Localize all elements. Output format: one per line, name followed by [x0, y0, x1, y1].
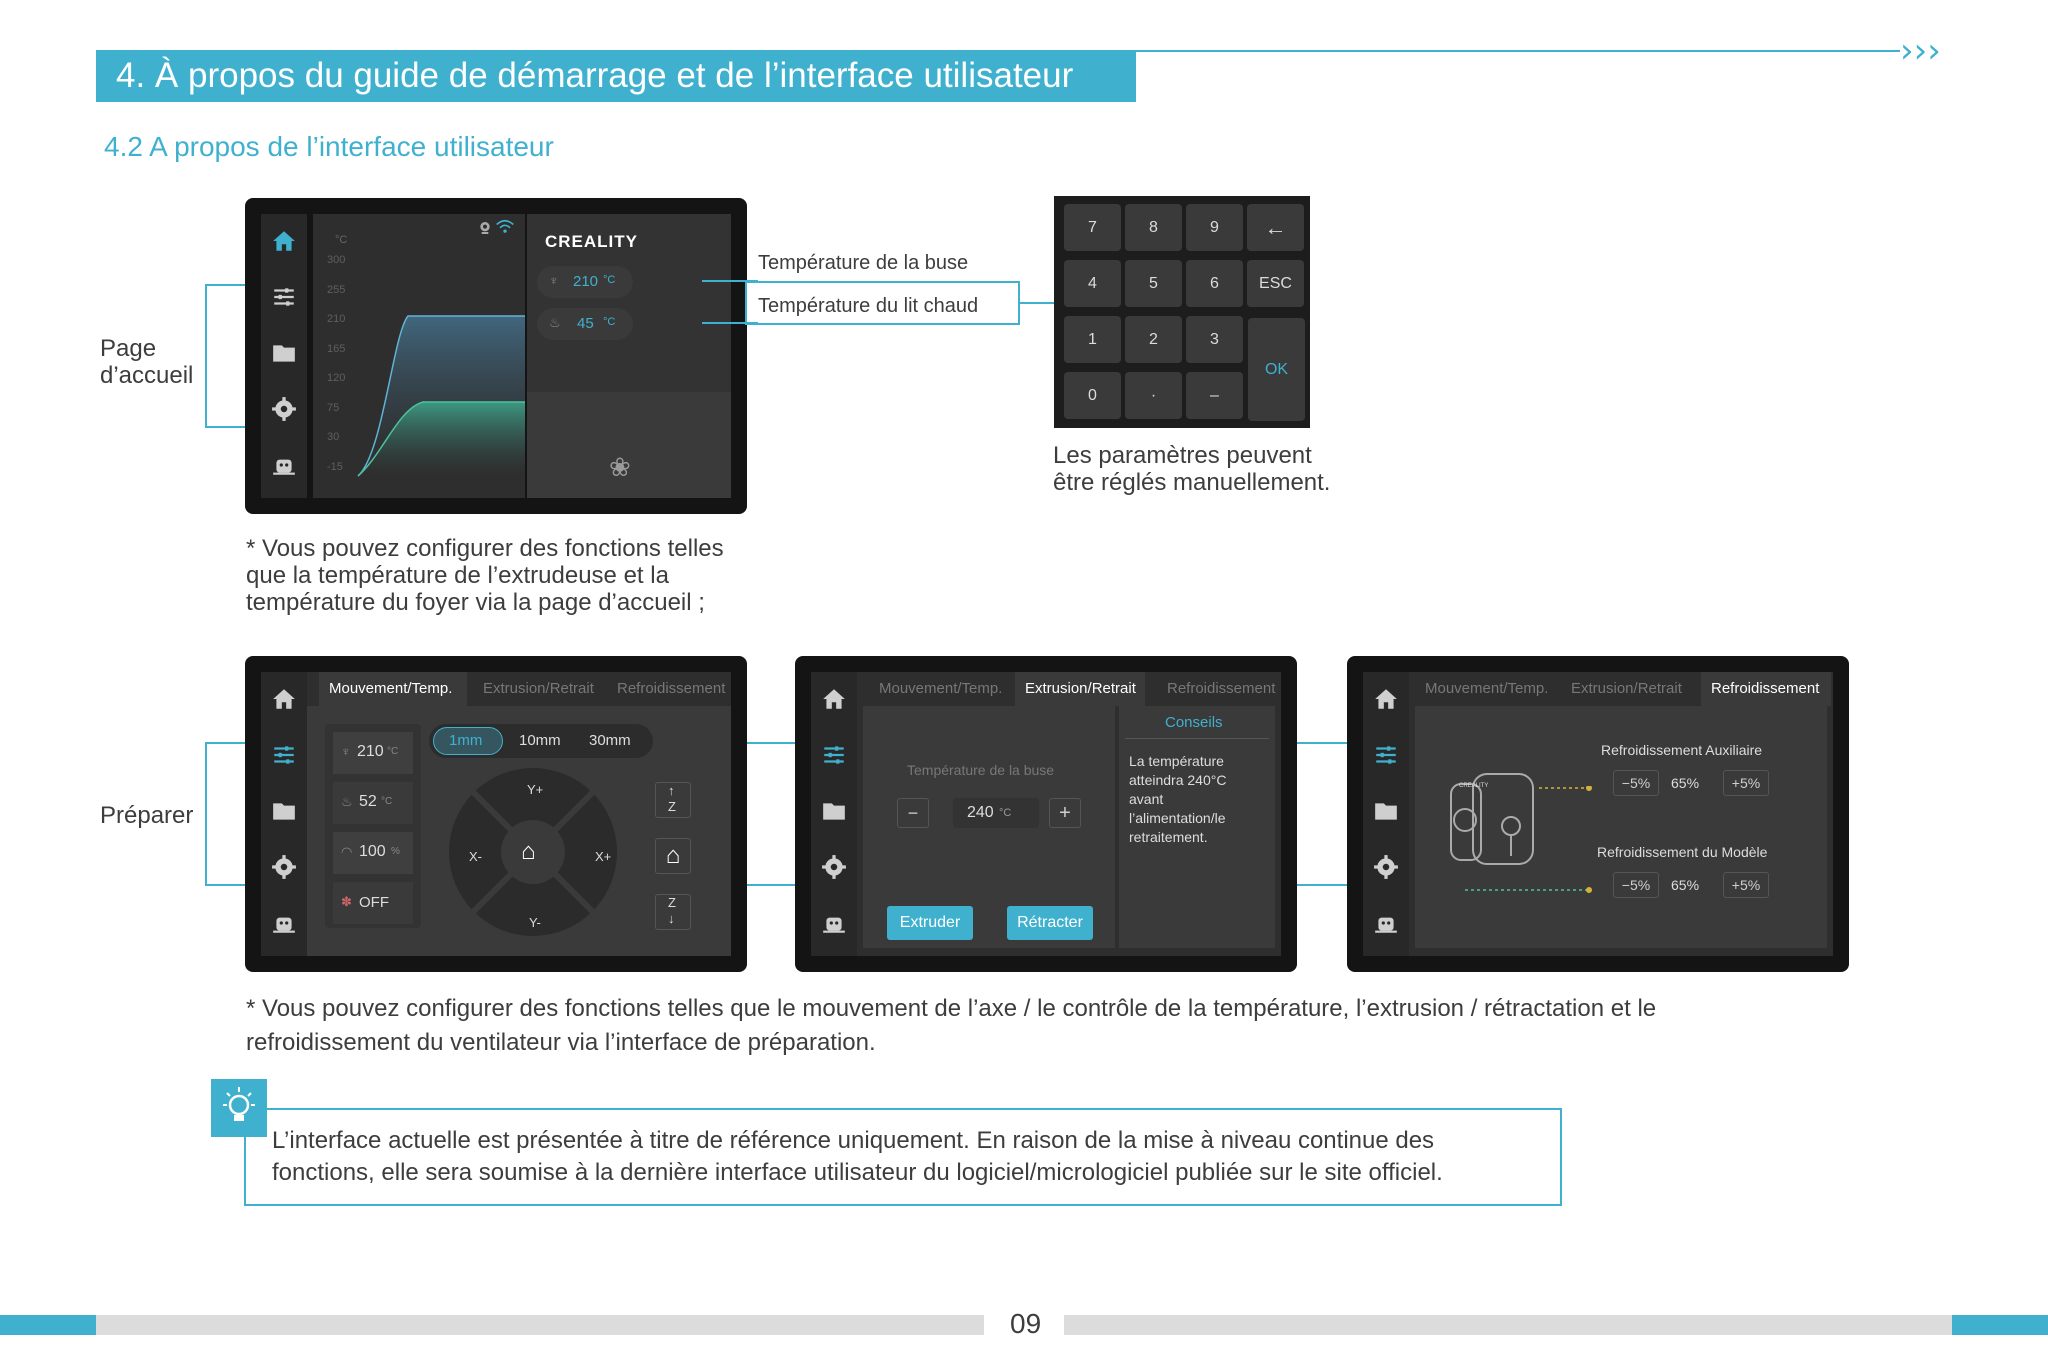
home-note-line1: * Vous pouvez configurer des fonctions telles — [246, 535, 724, 562]
z-up-label: Z — [668, 799, 676, 814]
tab-movement[interactable]: Mouvement/Temp. — [1425, 680, 1549, 697]
footer-accent-left — [0, 1315, 96, 1335]
tab-movement[interactable]: Mouvement/Temp. — [879, 680, 1003, 697]
chart-plot — [313, 214, 525, 498]
speed-value: 100 — [359, 843, 386, 860]
lightbulb-icon — [211, 1079, 267, 1137]
settings-sliders-icon[interactable] — [811, 740, 857, 770]
gear-icon[interactable] — [811, 852, 857, 882]
key-esc[interactable]: ESC — [1247, 260, 1304, 307]
footer-bar-left — [96, 1315, 984, 1335]
y-tick-label: 210 — [327, 313, 346, 325]
home-label — [100, 335, 193, 389]
tips-line: avant — [1129, 791, 1164, 807]
extrusion-left-panel — [863, 706, 1115, 948]
z-up-button[interactable] — [655, 782, 691, 818]
gear-icon[interactable] — [261, 852, 307, 882]
link-line-2b — [1296, 884, 1348, 886]
folder-icon[interactable] — [261, 796, 307, 826]
y-tick-label: 255 — [327, 283, 346, 296]
tips-line: atteindra 240°C — [1129, 772, 1227, 788]
folder-icon[interactable] — [1363, 796, 1409, 826]
folder-icon[interactable] — [811, 796, 857, 826]
fan-value: OFF — [359, 894, 389, 911]
home-icon[interactable] — [811, 684, 857, 714]
model-plus-button[interactable]: +5% — [1723, 872, 1769, 898]
speed-row[interactable] — [333, 832, 413, 874]
aux-minus-button[interactable]: −5% — [1613, 770, 1659, 796]
footer-bar-right — [1064, 1315, 1952, 1335]
temperature-chart — [313, 214, 525, 498]
tip-line2: fonctions, elle sera soumise à la dernière interface utilisateur du logiciel/micrologiciel publiée sur le site officiel. — [272, 1159, 1443, 1186]
aux-value: 65% — [1671, 775, 1700, 791]
link-line-2a — [1296, 742, 1348, 744]
settings-sliders-icon[interactable] — [261, 282, 307, 312]
temp-value-field[interactable] — [953, 798, 1039, 828]
step-selector — [429, 724, 653, 758]
home-label-line2: d’accueil — [100, 362, 194, 389]
key-minus[interactable]: – — [1186, 372, 1243, 419]
y-tick-label: 30 — [327, 431, 340, 443]
page-title: 4. À propos du guide de démarrage et de l’interface utilisateur — [116, 56, 1074, 95]
callout-bed-text: Température du lit chaud — [758, 295, 979, 317]
callout-line-keypad — [1020, 302, 1056, 304]
retract-button[interactable]: Rétracter — [1007, 906, 1093, 940]
key-4[interactable]: 4 — [1064, 260, 1121, 307]
z-down-label: Z — [668, 895, 676, 910]
nozzle-row[interactable] — [333, 732, 413, 774]
printhead-brand: CREALITY — [1459, 783, 1489, 789]
movement-content — [307, 672, 731, 956]
sidebar — [811, 672, 857, 956]
numeric-keypad — [1054, 196, 1310, 428]
y-plus-button[interactable]: Y+ — [527, 782, 544, 797]
key-1[interactable]: 1 — [1064, 316, 1121, 363]
tab-extrusion[interactable]: Extrusion/Retrait — [483, 680, 594, 697]
extrude-button[interactable]: Extruder — [887, 906, 973, 940]
tips-line: retraitement. — [1129, 829, 1208, 845]
nozzle-temp-label: Température de la buse — [907, 762, 1055, 778]
aux-cooling-title: Refroidissement Auxiliaire — [1601, 742, 1763, 758]
pointer-lines — [1465, 786, 1605, 906]
robot-icon[interactable] — [811, 908, 857, 938]
prepare-note — [246, 992, 1656, 1060]
nozzle-temp-pill[interactable] — [537, 266, 633, 298]
nozzle-unit: °C — [387, 746, 399, 757]
status-panel — [325, 724, 421, 928]
sidebar — [261, 672, 307, 956]
settings-sliders-icon[interactable] — [1363, 740, 1409, 770]
x-plus-button[interactable]: X+ — [595, 849, 612, 864]
z-down-button[interactable] — [655, 894, 691, 930]
camera-icon — [477, 220, 493, 241]
home-label-line1: Page — [100, 335, 157, 362]
prepare-cooling-screen — [1347, 656, 1849, 972]
backspace-icon[interactable]: ← — [1247, 204, 1304, 251]
model-minus-button[interactable]: −5% — [1613, 872, 1659, 898]
step-1mm[interactable]: 1mm — [449, 732, 483, 749]
temp-value: 240 — [967, 804, 994, 821]
home-icon[interactable] — [1363, 684, 1409, 714]
prepare-label: Préparer — [100, 802, 194, 829]
arrow-up-icon: ↑ — [668, 783, 675, 798]
keypad-caption-line2: être réglés manuellement. — [1053, 469, 1331, 496]
y-tick-label: 165 — [327, 342, 346, 355]
y-minus-button[interactable]: Y- — [529, 915, 541, 930]
keypad-caption — [1053, 442, 1330, 496]
tab-extrusion[interactable]: Extrusion/Retrait — [1025, 680, 1136, 697]
home-icon[interactable] — [261, 226, 307, 256]
y-tick-label: -15 — [327, 460, 343, 473]
tips-line: l’alimentation/le — [1129, 810, 1226, 826]
key-ok[interactable]: OK — [1248, 318, 1305, 421]
key-5[interactable]: 5 — [1125, 260, 1182, 307]
wifi-icon — [495, 218, 515, 241]
nozzle-temp-value: 210 — [573, 273, 599, 290]
home-note-line3: température du foyer via la page d’accueil ; — [246, 589, 705, 616]
cooling-content — [1409, 672, 1833, 956]
tips-text — [1129, 752, 1226, 847]
model-cooling-title: Refroidissement du Modèle — [1597, 844, 1768, 860]
bed-temp-value: 45 — [577, 315, 594, 332]
home-icon[interactable] — [261, 684, 307, 714]
tab-movement[interactable]: Mouvement/Temp. — [329, 680, 453, 697]
link-line-1b — [747, 884, 795, 886]
tips-panel — [1119, 706, 1275, 948]
cooling-body — [1415, 706, 1827, 948]
fan-icon: ❀ — [609, 452, 631, 482]
step-10mm[interactable]: 10mm — [519, 732, 561, 749]
fan-icon: ✽ — [341, 894, 352, 909]
fan-row[interactable] — [333, 882, 413, 924]
callout-nozzle-text: Température de la buse — [758, 252, 969, 274]
tab-cooling[interactable]: Refroidissement — [1711, 680, 1820, 697]
robot-icon[interactable] — [261, 450, 307, 480]
step-30mm[interactable]: 30mm — [589, 732, 631, 749]
key-6[interactable]: 6 — [1186, 260, 1243, 307]
temp-unit: °C — [999, 807, 1012, 819]
home-bracket — [205, 284, 247, 428]
key-7[interactable]: 7 — [1064, 204, 1121, 251]
temp-plus-button[interactable]: + — [1049, 798, 1081, 828]
nozzle-value: 210 — [357, 743, 384, 760]
prepare-note-line1: * Vous pouvez configurer des fonctions telles que le mouvement de l’axe / le contrôle de la température, l’extrusion / rétractation et le — [246, 995, 1657, 1022]
tips-divider — [1125, 738, 1269, 739]
section-title: 4.2 A propos de l’interface utilisateur — [104, 131, 554, 162]
nozzle-temp-unit: °C — [603, 274, 616, 286]
y-tick-label: 300 — [327, 254, 346, 266]
home-screen — [245, 198, 747, 514]
bed-unit: °C — [381, 796, 393, 807]
robot-icon[interactable] — [1363, 908, 1409, 938]
prepare-movement-screen — [245, 656, 747, 972]
bed-icon: ♨ — [341, 794, 353, 809]
tips-line: La température — [1129, 753, 1224, 769]
home-xy-icon[interactable]: ⌂ — [521, 838, 536, 865]
bed-value: 52 — [359, 793, 377, 810]
gear-icon[interactable] — [1363, 852, 1409, 882]
page-number: 09 — [1010, 1308, 1042, 1339]
key-3[interactable]: 3 — [1186, 316, 1243, 363]
keypad-caption-line1: Les paramètres peuvent — [1053, 442, 1312, 469]
x-minus-button[interactable]: X- — [469, 849, 482, 864]
y-tick-label: 120 — [327, 372, 346, 384]
model-value: 65% — [1671, 877, 1700, 893]
bed-icon: ♨ — [549, 315, 561, 330]
home-note — [246, 535, 724, 616]
header-rule — [1136, 50, 1900, 52]
bed-temp-unit: °C — [603, 316, 616, 328]
arrow-down-icon: ↓ — [668, 911, 675, 926]
bed-temp-pill[interactable] — [537, 308, 633, 340]
sidebar — [261, 214, 307, 498]
link-line-1a — [747, 742, 795, 744]
settings-sliders-icon[interactable] — [261, 740, 307, 770]
tip-text — [272, 1125, 1443, 1189]
tab-cooling[interactable]: Refroidissement — [617, 680, 726, 697]
folder-icon[interactable] — [261, 338, 307, 368]
key-dot[interactable]: · — [1125, 372, 1182, 419]
key-0[interactable]: 0 — [1064, 372, 1121, 419]
nozzle-icon: ♆ — [549, 273, 559, 288]
tip-line1: L’interface actuelle est présentée à titre de référence uniquement. En raison de la mise à niveau continue des — [272, 1127, 1435, 1154]
temp-minus-button[interactable]: − — [897, 798, 929, 828]
footer-accent-right — [1952, 1315, 2048, 1335]
tab-extrusion[interactable]: Extrusion/Retrait — [1571, 680, 1682, 697]
tab-cooling[interactable]: Refroidissement — [1167, 680, 1276, 697]
y-tick-label: 75 — [327, 401, 340, 414]
robot-icon[interactable] — [261, 908, 307, 938]
aux-plus-button[interactable]: +5% — [1723, 770, 1769, 796]
chevrons-icon: ››› — [1900, 31, 1941, 71]
key-2[interactable]: 2 — [1125, 316, 1182, 363]
home-note-line2: que la température de l’extrudeuse et la — [246, 562, 669, 589]
tips-title: Conseils — [1165, 714, 1223, 731]
gear-icon[interactable] — [261, 394, 307, 424]
key-9[interactable]: 9 — [1186, 204, 1243, 251]
prepare-note-line2: refroidissement du ventilateur via l’interface de préparation. — [246, 1029, 876, 1056]
home-z-icon[interactable]: ⌂ — [655, 838, 691, 874]
home-right-panel — [527, 214, 731, 498]
extrusion-content — [857, 672, 1281, 956]
speed-icon: ◠ — [341, 844, 353, 859]
nozzle-icon: ♆ — [341, 744, 351, 759]
bed-row[interactable] — [333, 782, 413, 824]
chart-unit: °C — [335, 234, 348, 246]
sidebar — [1363, 672, 1409, 956]
prepare-bracket — [205, 742, 247, 886]
brand-logo: CREALITY — [545, 232, 638, 251]
speed-unit: % — [391, 846, 400, 857]
prepare-extrusion-screen — [795, 656, 1297, 972]
key-8[interactable]: 8 — [1125, 204, 1182, 251]
